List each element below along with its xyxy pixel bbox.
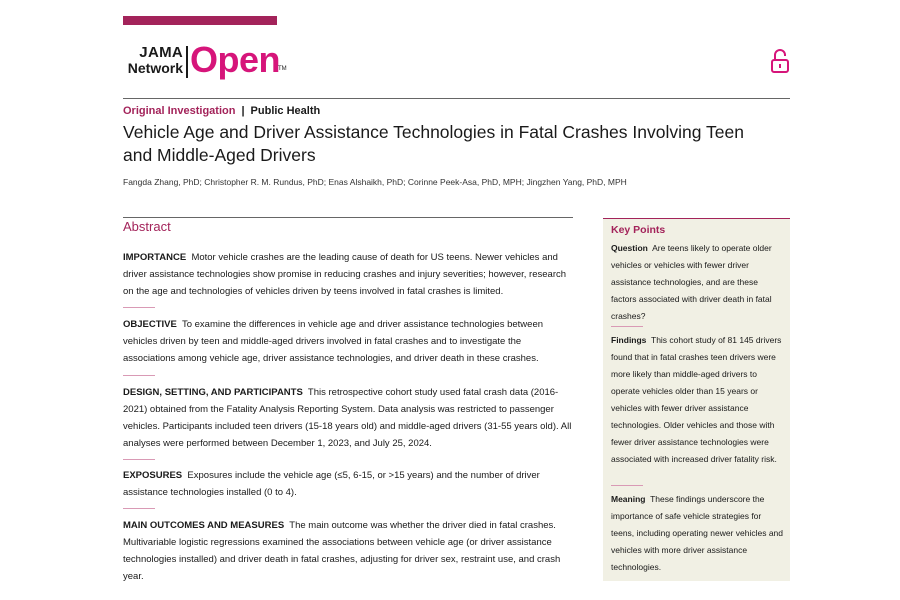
- logo-divider: [186, 46, 188, 78]
- abstract-section-label: IMPORTANCE: [123, 252, 187, 263]
- abstract-section-exposures: [123, 467, 573, 501]
- abstract-section-objective: [123, 316, 573, 367]
- key-points-question: [611, 240, 783, 325]
- article-category[interactable]: Public Health: [250, 105, 321, 117]
- abstract-heading: Abstract: [123, 219, 171, 234]
- article-type-separator: |: [241, 105, 245, 117]
- logo-trademark: TM: [278, 66, 287, 72]
- key-points-text: This cohort study of 81 145 drivers found that in fatal crashes teen drivers were more likely than middle-aged drivers to operate vehicles older than 15 years or vehicles with fewer driver assistance technologies. Older vehicles and those with fewer driver assistance technologies were associated with increased driver fatality risk.: [611, 335, 782, 464]
- key-points-heading: Key Points: [611, 224, 666, 236]
- key-points-meaning: [611, 491, 783, 576]
- key-points-label: Findings: [611, 335, 647, 345]
- logo-jama-text: JAMA: [139, 44, 183, 61]
- header-rule: [123, 98, 790, 99]
- key-points-findings: [611, 332, 783, 468]
- section-divider: [123, 307, 155, 308]
- key-points-text: Are teens likely to operate older vehicles or vehicles with fewer driver assistance technologies, and are these factors associated with driver death in fatal crashes?: [611, 243, 772, 321]
- key-points-box: [603, 218, 790, 581]
- abstract-section-text: The main outcome was whether the driver died in fatal crashes. Multivariable logistic regressions examined the associations between vehicle age (or driver assistance technologies installed) and driver death in fatal crashes, adjusting for driver sex, restraint use, and crash year.: [123, 520, 561, 582]
- abstract-rule: [123, 217, 573, 218]
- abstract-section-importance: [123, 249, 573, 300]
- abstract-section-text: This retrospective cohort study used fatal crash data (2016-2021) obtained from the Fatality Analysis Reporting System. Data analysis was restricted to passenger vehicles. Participants included teen drivers (15-18 years old) and middle-aged drivers (31-55 years old). All analyses were performed between December 1, 2023, and July 25, 2024.: [123, 387, 572, 449]
- abstract-section-label: EXPOSURES: [123, 470, 183, 481]
- top-accent-bar: [123, 16, 277, 25]
- key-points-label: Meaning: [611, 494, 646, 504]
- key-points-text: These findings underscore the importance of safe vehicle strategies for teens, including operating newer vehicles and vehicles with more driver assistance technologies.: [611, 494, 784, 572]
- article-authors: Fangda Zhang, PhD; Christopher R. M. Rundus, PhD; Enas Alshaikh, PhD; Corinne Peek-Asa, PhD, MPH; Jingzhen Yang, PhD, MPH: [123, 177, 627, 187]
- key-points-divider: [611, 326, 643, 327]
- abstract-section-design: [123, 384, 573, 452]
- key-points-divider: [611, 485, 643, 486]
- key-points-label: Question: [611, 243, 648, 253]
- article-type-line: [123, 105, 320, 117]
- article-type[interactable]: Original Investigation: [123, 105, 236, 117]
- abstract-section-text: Exposures include the vehicle age (≤5, 6-15, or >15 years) and the number of driver assistance technologies installed (0 to 4).: [123, 470, 540, 498]
- section-divider: [123, 459, 155, 460]
- logo-wordmark: [123, 45, 183, 76]
- abstract-section-label: DESIGN, SETTING, AND PARTICIPANTS: [123, 387, 303, 398]
- logo-open-text: Open: [190, 39, 281, 80]
- logo-network-text: Network: [127, 60, 183, 76]
- open-lock-icon: [770, 48, 790, 74]
- abstract-section-label: MAIN OUTCOMES AND MEASURES: [123, 520, 285, 531]
- abstract-section-text: Motor vehicle crashes are the leading cause of death for US teens. Newer vehicles and driver assistance technologies show promise in reducing crashes and injury severities; however, research on the age and technologies of vehicles driven by teens involved in fatal crashes is limited.: [123, 252, 567, 297]
- abstract-section-text: To examine the differences in vehicle age and driver assistance technologies between vehicles driven by teen and middle-aged drivers involved in fatal crashes and to investigate the associations among vehicle age, driver assistance technologies, and driver death in these crashes.: [123, 319, 544, 364]
- section-divider: [123, 375, 155, 376]
- abstract-section-outcomes: [123, 517, 573, 585]
- section-divider: [123, 508, 155, 509]
- article-title: Vehicle Age and Driver Assistance Technologies in Fatal Crashes Involving Teen and Middle-Aged Drivers: [123, 122, 744, 165]
- abstract-section-label: OBJECTIVE: [123, 319, 177, 330]
